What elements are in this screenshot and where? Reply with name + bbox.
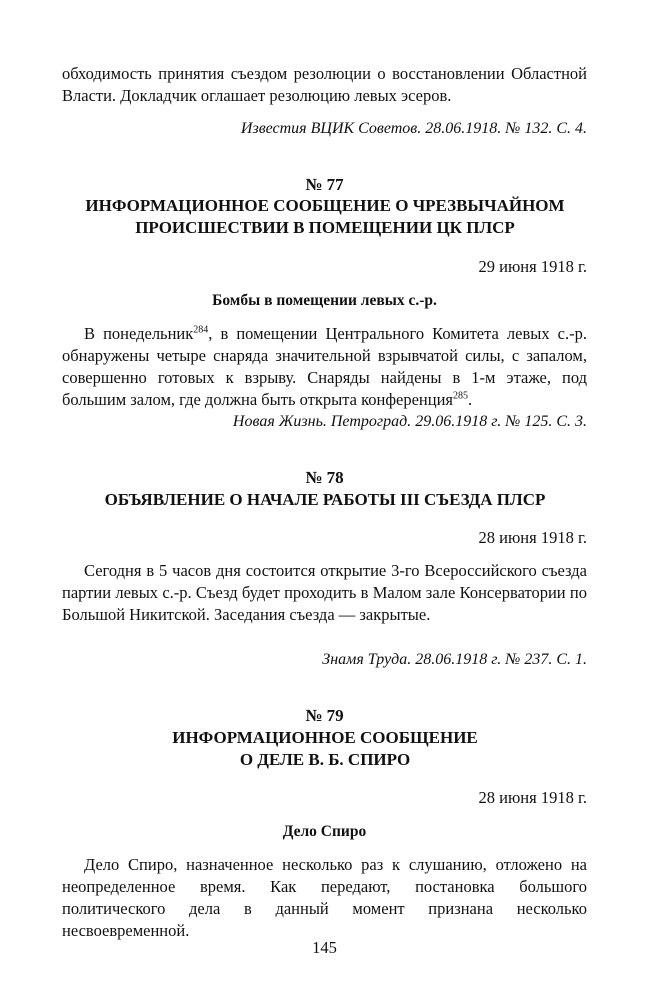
doc77-source: Новая Жизнь. Петроград. 29.06.1918 г. № 125. С. 3.	[232, 413, 587, 430]
page-number: 145	[312, 938, 337, 957]
doc79-date: 28 июня 1918 г.	[478, 788, 587, 807]
doc77-date: 29 июня 1918 г.	[478, 257, 587, 276]
doc78-source: Знамя Труда. 28.06.1918 г. № 237. С. 1.	[322, 651, 587, 668]
doc77-text	[62, 323, 587, 411]
doc79-number: № 79	[305, 706, 344, 725]
doc77-text-part1: В понедельник	[84, 324, 194, 343]
top-paragraph: обходимость принятия съездом резолюции о восстановлении Областной Власти. Докладчик оглашает резолюцию левых эсеров.	[62, 64, 587, 105]
doc77-subtitle: Бомбы в помещении левых с.-р.	[212, 292, 437, 309]
doc78-date: 28 июня 1918 г.	[478, 528, 587, 547]
doc79-title-line1: ИНФОРМАЦИОННОЕ СООБЩЕНИЕ	[172, 728, 478, 747]
doc79-text: Дело Спиро, назначенное несколько раз к слушанию, отложено на неопределенное время. Как передают, постановка большого политического дела в данный момент признана несколько несвоевременной.	[62, 855, 587, 940]
footnote-ref-285[interactable]: 285	[453, 390, 468, 402]
doc79-subtitle: Дело Спиро	[282, 823, 367, 840]
doc77-number: № 77	[305, 175, 344, 194]
doc79-title	[50, 727, 600, 771]
doc78-number: № 78	[305, 468, 344, 487]
doc77-title-line2: ПРОИСШЕСТВИИ В ПОМЕЩЕНИИ ЦК ПЛСР	[135, 218, 515, 237]
footnote-ref-284[interactable]: 284	[193, 324, 209, 336]
top-source: Известия ВЦИК Советов. 28.06.1918. № 132. С. 4.	[240, 120, 587, 137]
doc77-text-part2: , в помещении Центрального Комитета левых с.-р. обнаружены четыре снаряда значительной взрывчатой силы, с запалом, совершенно готовых к взрыву. Снаряды найдены в 1-м этаже, под большим залом, где должна быть открыта конференция	[62, 324, 587, 409]
doc77-title-line1: ИНФОРМАЦИОННОЕ СООБЩЕНИЕ О ЧРЕЗВЫЧАЙНОМ	[85, 196, 565, 215]
doc78-text: Сегодня в 5 часов дня состоится открытие 3-го Всероссийского съезда партии левых с.-р. Съезд будет проходить в Малом зале Консерватории по Большой Никитской. Заседания съезда — закрытые.	[62, 561, 587, 624]
doc79-title-line2: О ДЕЛЕ В. Б. СПИРО	[239, 750, 411, 769]
doc77-title	[50, 195, 600, 239]
doc77-text-part3: .	[468, 390, 473, 409]
doc78-title: ОБЪЯВЛЕНИЕ О НАЧАЛЕ РАБОТЫ III СЪЕЗДА ПЛСР	[104, 490, 546, 509]
